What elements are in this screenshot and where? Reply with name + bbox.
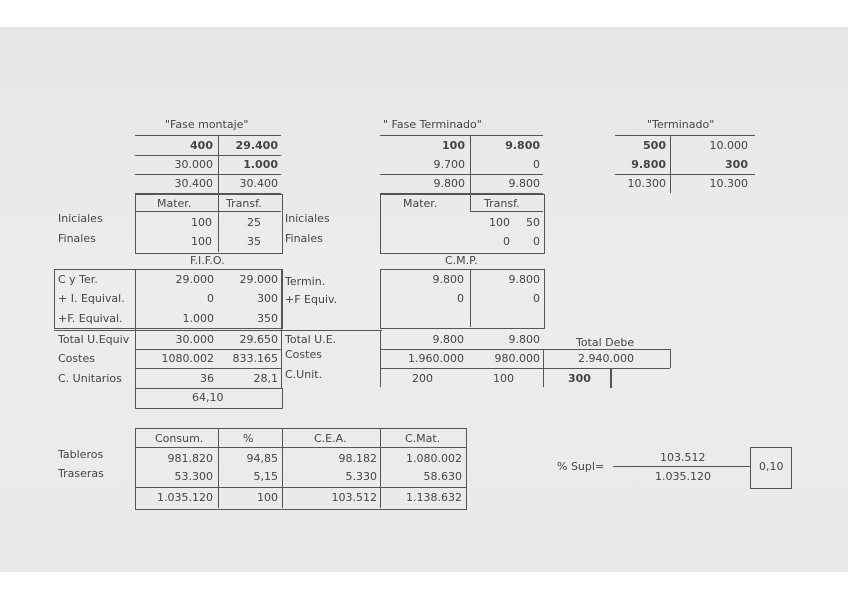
fm-r1-c0: 30.000	[174, 158, 213, 171]
ft-ini-tr1: 50	[526, 216, 540, 229]
fm-fin-tr: 35	[247, 235, 261, 248]
label-cyter: C y Ter.	[58, 273, 98, 286]
ft-r1-c0: 9.700	[433, 158, 465, 171]
ft2-r2-c0: 9.800	[432, 333, 464, 346]
bt-r1-c0: 53.300	[174, 470, 213, 483]
ft-r1-c1: 0	[533, 158, 540, 171]
tm-r0-c0: 500	[643, 139, 666, 152]
mid-label-fequiv: +F Equiv.	[285, 293, 338, 306]
label-iniciales: Iniciales	[58, 212, 103, 225]
bt-r1-c2: 5.330	[345, 470, 377, 483]
label-cunitarios: C. Unitarios	[58, 372, 122, 385]
bt-r0-c3: 1.080.002	[406, 452, 462, 465]
label-iequiv: + I. Equival.	[58, 292, 125, 305]
label-tableros: Tableros	[58, 448, 104, 461]
fm-tr-3: 29.650	[239, 333, 278, 346]
bt-r0-c1: 94,85	[246, 452, 278, 465]
fase-terminado-title: " Fase Terminado"	[383, 118, 482, 131]
bt-header-consum: Consum.	[155, 432, 204, 445]
fm-mat-0: 29.000	[175, 273, 214, 286]
ft2-r4-c0: 200	[412, 372, 433, 385]
ft-r0-c0: 100	[442, 139, 465, 152]
fm-r2-c1: 30.400	[239, 177, 278, 190]
fm-tr-5: 28,1	[253, 372, 278, 385]
total-debe-value: 2.940.000	[578, 352, 634, 365]
bt-r2-c1: 100	[257, 491, 278, 504]
fm-r1-c1: 1.000	[243, 158, 278, 171]
label-total-uequiv: Total U.Equiv	[58, 333, 130, 346]
ft2-r0-c1: 9.800	[508, 273, 540, 286]
mid-label-iniciales: Iniciales	[285, 212, 330, 225]
tm-r2-c1: 10.300	[709, 177, 748, 190]
ft-fin-tr0: 0	[503, 235, 510, 248]
bt-header-cea: C.E.A.	[314, 432, 347, 445]
fm-tr-1: 300	[257, 292, 278, 305]
fm-tr-4: 833.165	[232, 352, 278, 365]
ft2-r4-c1: 100	[493, 372, 514, 385]
tm-r0-c1: 10.000	[709, 139, 748, 152]
label-fequiv: +F. Equival.	[58, 312, 123, 325]
fifo-label: F.I.F.O.	[190, 254, 225, 267]
ft2-r2-c1: 9.800	[508, 333, 540, 346]
supl-result: 0,10	[759, 460, 784, 473]
terminado-title: "Terminado"	[647, 118, 715, 131]
fm-header-transf: Transf.	[226, 197, 262, 210]
mid-label-finales: Finales	[285, 232, 323, 245]
fm-header-mater: Mater.	[157, 197, 192, 210]
mid-label-costes: Costes	[285, 348, 322, 361]
bt-r0-c2: 98.182	[338, 452, 377, 465]
tm-r2-c0: 10.300	[627, 177, 666, 190]
label-finales: Finales	[58, 232, 96, 245]
fm-tr-0: 29.000	[239, 273, 278, 286]
bt-header-cmat: C.Mat.	[405, 432, 441, 445]
fm-mat-1: 0	[207, 292, 214, 305]
label-costes: Costes	[58, 352, 95, 365]
ft2-r0-c0: 9.800	[432, 273, 464, 286]
ft-header-mater: Mater.	[403, 197, 438, 210]
label-traseras: Traseras	[58, 467, 104, 480]
bt-r1-c1: 5,15	[253, 470, 278, 483]
ft-header-transf: Transf.	[484, 197, 520, 210]
fm-ini-mat: 100	[191, 216, 212, 229]
mid-label-termin: Termin.	[285, 275, 326, 288]
ft-r2-c0: 9.800	[433, 177, 465, 190]
fm-mat-5: 36	[200, 372, 214, 385]
tm-r1-c1: 300	[725, 158, 748, 171]
bt-r0-c0: 981.820	[167, 452, 213, 465]
total-debe-label: Total Debe	[576, 336, 635, 349]
bt-r2-c0: 1.035.120	[157, 491, 213, 504]
fm-r0-c0: 400	[190, 139, 213, 152]
fm-r0-c1: 29.400	[235, 139, 278, 152]
fm-tr-2: 350	[257, 312, 278, 325]
ft2-r3-c0: 1.960.000	[408, 352, 464, 365]
bt-r1-c3: 58.630	[423, 470, 462, 483]
supl-label: % Supl=	[557, 460, 605, 473]
bt-header-pct: %	[243, 432, 254, 445]
fm-mat-3: 30.000	[175, 333, 214, 346]
mid-label-total-ue: Total U.E.	[285, 333, 337, 346]
ft-r2-c1: 9.800	[508, 177, 540, 190]
ft2-r1-c0: 0	[457, 292, 464, 305]
fm-ini-tr: 25	[247, 216, 261, 229]
fm-r2-c0: 30.400	[174, 177, 213, 190]
cmp-label: C.M.P.	[445, 254, 478, 267]
supl-numerator: 103.512	[660, 451, 706, 464]
fm-mat-4: 1080.002	[161, 352, 214, 365]
supl-denominator: 1.035.120	[655, 470, 711, 483]
fase-montaje-title: "Fase montaje"	[165, 118, 249, 131]
ft-fin-tr1: 0	[533, 235, 540, 248]
tm-r1-c0: 9.800	[631, 158, 666, 171]
fm-mat-2: 1.000	[182, 312, 214, 325]
ft-ini-tr0: 100	[489, 216, 510, 229]
ft2-r3-c1: 980.000	[494, 352, 540, 365]
mid-label-cunit: C.Unit.	[285, 368, 323, 381]
ft-r0-c1: 9.800	[505, 139, 540, 152]
fm-sum: 64,10	[192, 391, 224, 404]
ft2-r1-c1: 0	[533, 292, 540, 305]
bt-r2-c3: 1.138.632	[406, 491, 462, 504]
bt-r2-c2: 103.512	[331, 491, 377, 504]
fm-fin-mat: 100	[191, 235, 212, 248]
total-unit: 300	[568, 372, 591, 385]
